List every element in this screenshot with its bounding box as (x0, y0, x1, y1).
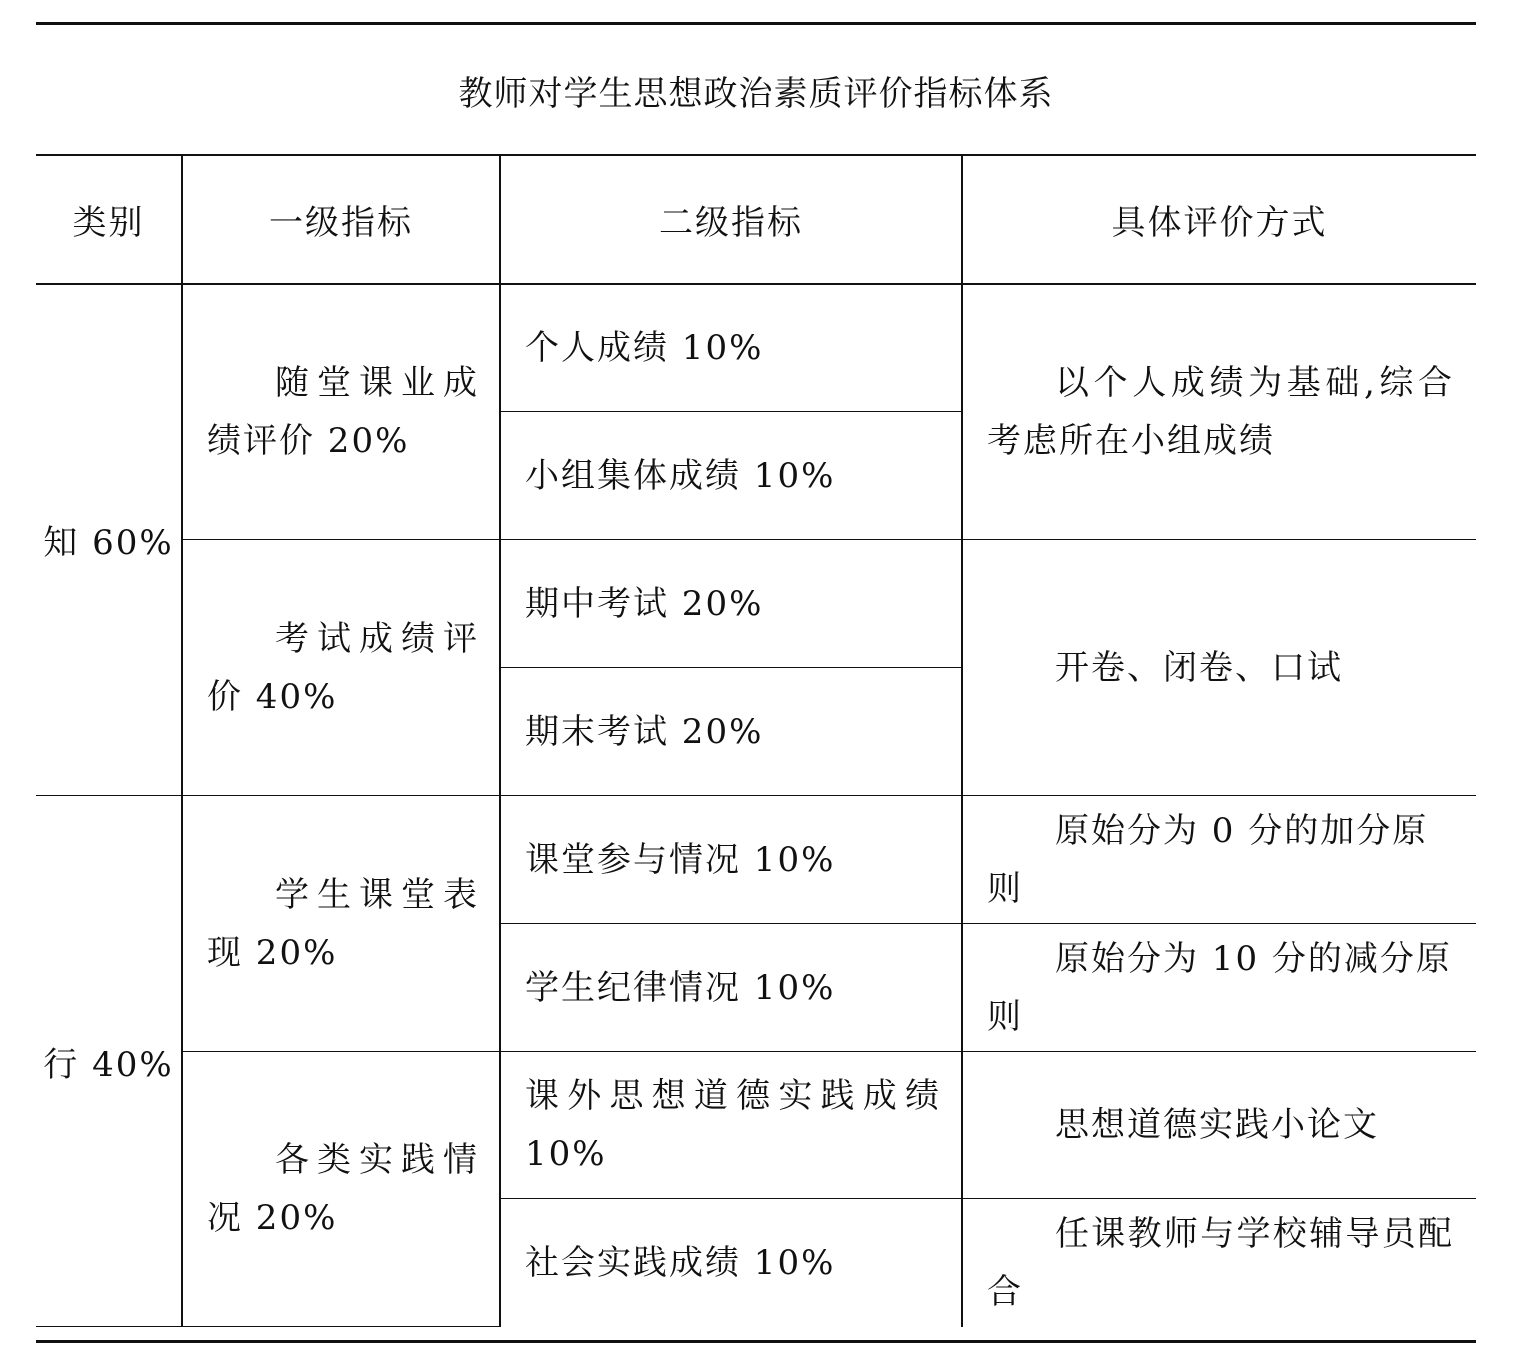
header-category: 类别 (36, 155, 182, 284)
category-cell-xing: 行 40% (36, 796, 182, 1327)
method-cell-canyu: 原始分为 0 分的加分原则 (962, 796, 1476, 924)
level2-cell-qimo: 期末考试 20% (500, 668, 962, 796)
level2-cell-jilv: 学生纪律情况 10% (500, 924, 962, 1052)
method-cell-shehui: 任课教师与学校辅导员配合 (962, 1199, 1476, 1327)
level2-cell-xiaozu: 小组集体成绩 10% (500, 412, 962, 540)
level1-cell-ketang: 学生课堂表现 20% (182, 796, 500, 1052)
table-row (36, 1052, 1476, 1199)
level1-cell-suitang: 随堂课业成绩评价 20% (182, 284, 500, 540)
category-cell-zhi: 知 60% (36, 284, 182, 796)
level2-cell-geren: 个人成绩 10% (500, 284, 962, 412)
header-method: 具体评价方式 (962, 155, 1476, 284)
header-bottom-rule (36, 283, 1476, 285)
level2-cell-canyu: 课堂参与情况 10% (500, 796, 962, 924)
table-top-rule (36, 22, 1476, 25)
header-level1: 一级指标 (182, 155, 500, 284)
method-cell-kaoshi: 开卷、闭卷、口试 (962, 540, 1476, 796)
evaluation-index-table (36, 155, 1476, 1327)
table-bottom-rule (36, 1340, 1476, 1343)
table-title: 教师对学生思想政治素质评价指标体系 (458, 74, 1054, 114)
level2-cell-qizhong: 期中考试 20% (500, 540, 962, 668)
header-level2: 二级指标 (500, 155, 962, 284)
level2-cell-shehui: 社会实践成绩 10% (500, 1199, 962, 1327)
level1-cell-shijian: 各类实践情况 20% (182, 1052, 500, 1327)
level1-cell-kaoshi: 考试成绩评价 40% (182, 540, 500, 796)
table-header-row (36, 155, 1476, 284)
method-cell-suitang: 以个人成绩为基础,综合考虑所在小组成绩 (962, 284, 1476, 540)
method-cell-kewai: 思想道德实践小论文 (962, 1052, 1476, 1199)
table-row (36, 284, 1476, 412)
method-cell-jilv: 原始分为 10 分的减分原则 (962, 924, 1476, 1052)
table-row (36, 796, 1476, 924)
table-row (36, 540, 1476, 668)
level2-cell-kewai: 课外思想道德实践成绩 10% (500, 1052, 962, 1199)
